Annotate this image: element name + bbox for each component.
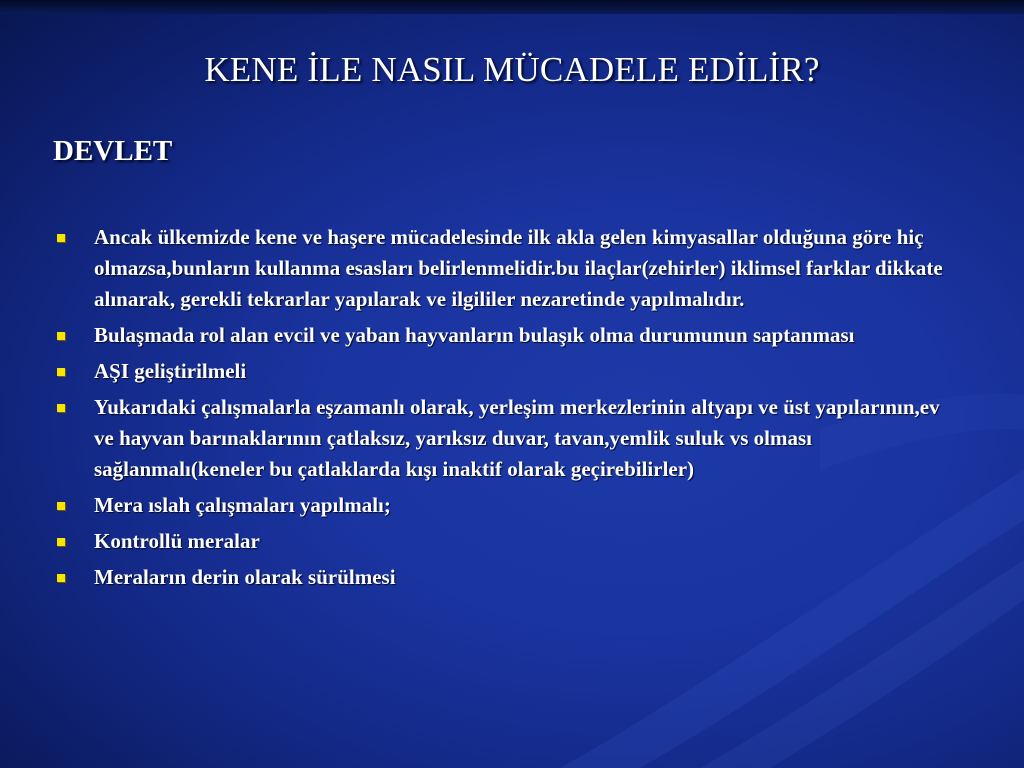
square-bullet-icon — [57, 574, 65, 582]
slide-title: KENE İLE NASIL MÜCADELE EDİLİR? — [204, 50, 820, 89]
list-item — [52, 320, 944, 351]
bullet-text: Ancak ülkemizde kene ve haşere mücadelesinde ilk akla gelen kimyasallar olduğuna göre hiç olmazsa,bunların kullanma esasları belirlenmelidir.bu ilaçlar(zehirler) iklimsel farklar dikkate alınarak, gerekli tekrarlar yapılarak ve ilgililer nezaretinde yapılmalıdır. — [94, 225, 943, 311]
square-bullet-icon — [57, 404, 65, 412]
list-item — [52, 490, 952, 521]
top-dark-band — [0, 0, 1024, 14]
list-item — [52, 392, 944, 485]
list-item — [52, 222, 944, 315]
list-item — [52, 526, 952, 557]
square-bullet-icon — [57, 502, 65, 510]
bullet-text: Bulaşmada rol alan evcil ve yaban hayvanların bulaşık olma durumunun saptanması — [94, 323, 855, 347]
square-bullet-icon — [57, 368, 65, 376]
list-item — [52, 356, 952, 387]
square-bullet-icon — [57, 234, 65, 242]
bullet-text: Kontrollü meralar — [94, 529, 260, 553]
square-bullet-icon — [57, 538, 65, 546]
bullet-list — [52, 222, 952, 598]
bullet-text: AŞI geliştirilmeli — [94, 359, 247, 383]
bullet-text: Yukarıdaki çalışmalarla eşzamanlı olarak, yerleşim merkezlerinin altyapı ve üst yapılarının,ev ve hayvan barınaklarının çatlaksız, yarıksız duvar, tavan,yemlik suluk vs olması sağlanmalı(keneler bu çatlaklarda kışı inaktif olarak geçirebilirler) — [94, 395, 940, 481]
bullet-text: Meraların derin olarak sürülmesi — [94, 565, 396, 589]
list-item — [52, 562, 952, 593]
section-heading: DEVLET — [53, 135, 173, 167]
bullet-text: Mera ıslah çalışmaları yapılmalı; — [94, 493, 391, 517]
square-bullet-icon — [57, 332, 65, 340]
